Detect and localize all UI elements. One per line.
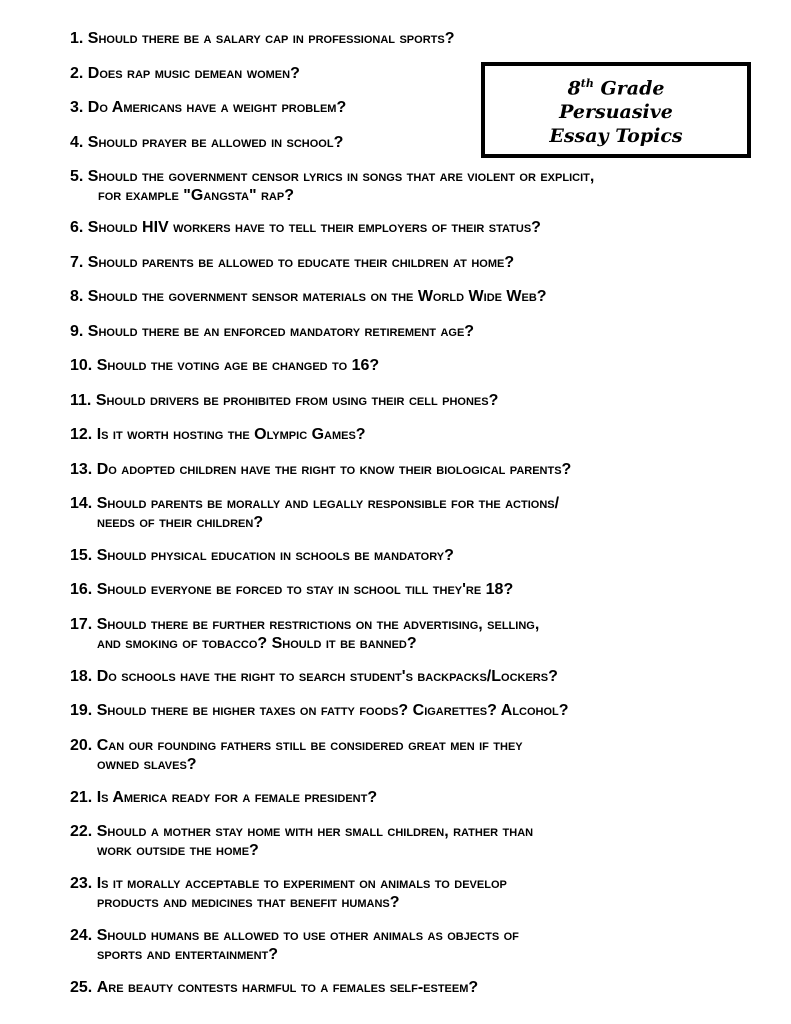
- question-item: [70, 133, 770, 152]
- question-number: 14.: [70, 495, 93, 512]
- question-text-continued: work outside the home?: [97, 842, 259, 859]
- question-text: Should physical education in schools be mandatory?: [96, 547, 454, 564]
- question-text: Do schools have the right to search student's backpacks/Lockers?: [96, 668, 558, 685]
- grade-number: 8: [567, 77, 581, 100]
- question-item: [70, 356, 770, 375]
- question-text: Should drivers be prohibited from using their cell phones?: [95, 392, 499, 409]
- question-number: 23.: [70, 875, 93, 892]
- question-number: 4.: [70, 134, 84, 151]
- question-item: [70, 978, 770, 997]
- question-text: Should the government sensor materials on the World Wide Web?: [87, 288, 547, 305]
- question-number: 19.: [70, 702, 93, 719]
- question-number: 13.: [70, 461, 93, 478]
- question-text: Should there be an enforced mandatory retirement age?: [87, 323, 475, 340]
- question-number: 12.: [70, 426, 93, 443]
- question-number: 7.: [70, 254, 84, 271]
- question-text: Should there be higher taxes on fatty foods? Cigarettes? Alcohol?: [96, 702, 569, 719]
- question-item: [70, 615, 770, 653]
- question-item: [70, 218, 770, 237]
- question-text: Should everyone be forced to stay in school till they're 18?: [96, 581, 514, 598]
- question-number: 2.: [70, 65, 84, 82]
- question-text: Should the government censor lyrics in songs that are violent or explicit,: [87, 168, 595, 185]
- title-line-3: Essay Topics: [549, 125, 683, 148]
- question-text-continued: products and medicines that benefit humans?: [97, 894, 400, 911]
- question-text: Do adopted children have the right to know their biological parents?: [96, 461, 572, 478]
- question-number: 20.: [70, 737, 93, 754]
- question-number: 17.: [70, 616, 93, 633]
- question-number: 21.: [70, 789, 93, 806]
- question-item: [70, 391, 770, 410]
- question-text-continued: owned slaves?: [97, 756, 197, 773]
- question-text: Should there be a salary cap in professional sports?: [87, 30, 455, 47]
- question-item: [70, 425, 770, 444]
- grade-suffix: th: [580, 76, 594, 90]
- question-number: 22.: [70, 823, 93, 840]
- question-item: [70, 822, 770, 860]
- question-number: 9.: [70, 323, 84, 340]
- question-text: Do Americans have a weight problem?: [87, 99, 347, 116]
- question-number: 24.: [70, 927, 93, 944]
- question-text: Can our founding fathers still be considered great men if they: [96, 737, 523, 754]
- question-item: [70, 460, 770, 479]
- question-number: 1.: [70, 30, 84, 47]
- question-number: 16.: [70, 581, 93, 598]
- question-item: [70, 736, 770, 774]
- question-text: Is it worth hosting the Olympic Games?: [96, 426, 366, 443]
- question-item: [70, 926, 770, 964]
- question-item: [70, 167, 770, 205]
- question-item: [70, 253, 770, 272]
- question-item: [70, 98, 770, 117]
- question-number: 25.: [70, 979, 93, 996]
- question-text: Is America ready for a female president?: [96, 789, 378, 806]
- question-text: Should HIV workers have to tell their employers of their status?: [87, 219, 541, 236]
- question-number: 5.: [70, 168, 84, 185]
- question-text-continued: for example "Gangsta" rap?: [98, 187, 294, 204]
- question-number: 6.: [70, 219, 84, 236]
- question-number: 11.: [70, 392, 92, 409]
- question-item: [70, 874, 770, 912]
- question-number: 3.: [70, 99, 84, 116]
- question-text: Are beauty contests harmful to a females self-esteem?: [96, 979, 479, 996]
- question-item: [70, 546, 770, 565]
- question-item: [70, 287, 770, 306]
- title-line-2: Persuasive: [559, 101, 673, 124]
- question-item: [70, 29, 770, 48]
- question-number: 10.: [70, 357, 93, 374]
- question-text-continued: sports and entertainment?: [97, 946, 279, 963]
- grade-word: Grade: [600, 77, 665, 100]
- question-text: Should there be further restrictions on the advertising, selling,: [96, 616, 540, 633]
- question-text: Should humans be allowed to use other animals as objects of: [96, 927, 519, 944]
- question-item: [70, 322, 770, 341]
- question-text-continued: needs of their children?: [97, 514, 264, 531]
- question-item: [70, 667, 770, 686]
- question-item: [70, 701, 770, 720]
- question-number: 15.: [70, 547, 93, 564]
- question-text: Should parents be morally and legally responsible for the actions/: [96, 495, 560, 512]
- question-text: Does rap music demean women?: [87, 65, 300, 82]
- question-text: Should prayer be allowed in school?: [87, 134, 344, 151]
- question-number: 8.: [70, 288, 84, 305]
- question-text: Is it morally acceptable to experiment on animals to develop: [96, 875, 507, 892]
- question-item: [70, 494, 770, 532]
- question-number: 18.: [70, 668, 93, 685]
- question-text: Should a mother stay home with her small children, rather than: [96, 823, 534, 840]
- question-item: [70, 788, 770, 807]
- question-item: [70, 580, 770, 599]
- question-text: Should parents be allowed to educate their children at home?: [87, 254, 515, 271]
- question-text-continued: and smoking of tobacco? Should it be banned?: [97, 635, 417, 652]
- question-item: [70, 64, 770, 83]
- question-text: Should the voting age be changed to 16?: [96, 357, 380, 374]
